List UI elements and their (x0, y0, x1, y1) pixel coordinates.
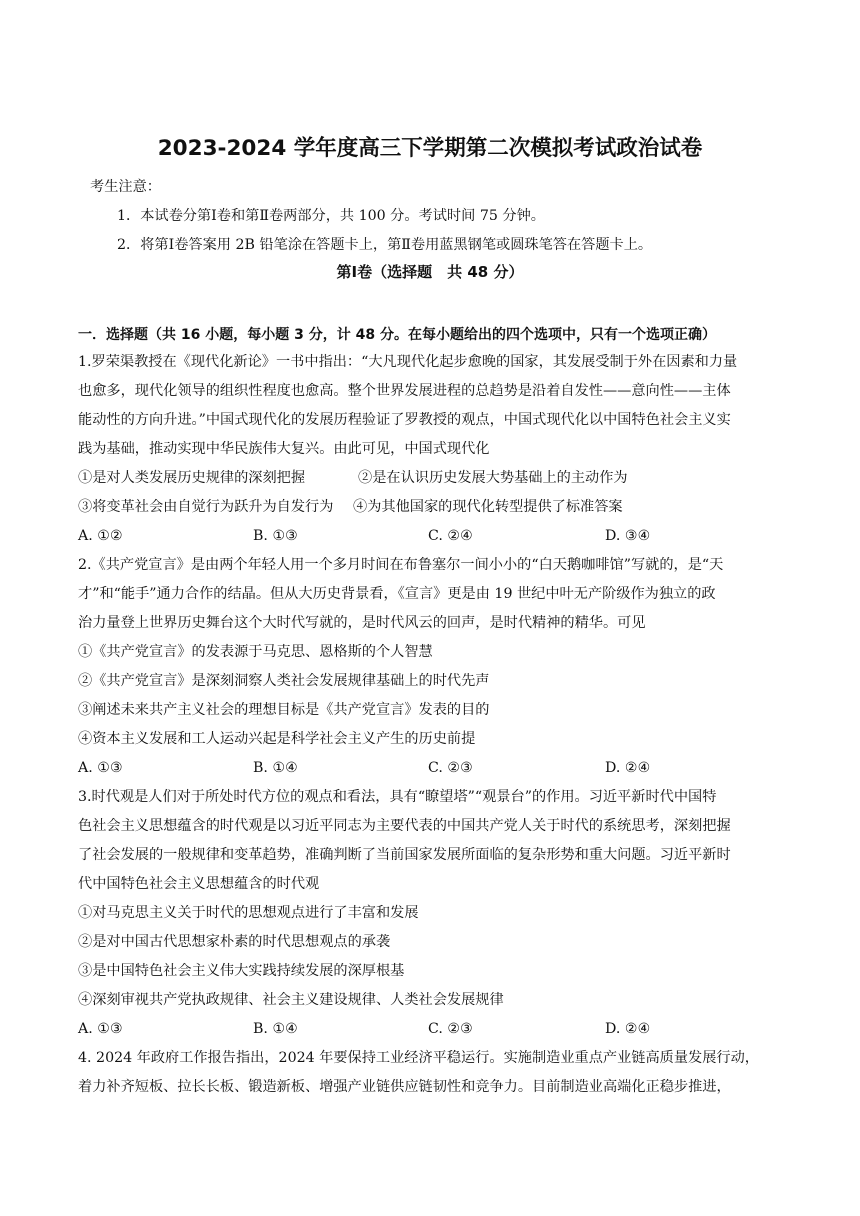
question-1-item: ③将变革社会由自觉行为跃升为自发行为 (78, 499, 334, 515)
option-b: B. ①④ (253, 760, 298, 776)
question-1-items-row (78, 468, 788, 488)
question-1-stem-line: 1.罗荣渠教授在《现代化新论》一书中指出：“大凡现代化起步愈晚的国家，其发展受制于外在因素和力量 (78, 354, 738, 370)
part-title: 一．选择题（共 16 小题，每小题 3 分，计 48 分。在每小题给出的四个选项中，只有一个选项正确） (78, 327, 716, 343)
question-3-stem-line: 3.时代观是人们对于所处时代方位的观点和看法，具有“瞭望塔”“观景台”的作用。习近平新时代中国特 (78, 789, 717, 805)
question-2-item: ①《共产党宣言》的发表源于马克思、恩格斯的个人智慧 (78, 644, 433, 660)
notice-heading: 考生注意： (90, 179, 161, 195)
question-2-options (78, 758, 788, 778)
question-2-stem-line: 2.《共产党宣言》是由两个年轻人用一个多月时间在布鲁塞尔一间小小的“白天鹅咖啡馆”写就的，是“天 (78, 557, 724, 573)
option-d: D. ③④ (605, 528, 651, 544)
question-3-stem-line: 代中国特色社会主义思想蕴含的时代观 (78, 876, 320, 892)
option-c: C. ②④ (428, 528, 473, 544)
option-a: A. ①③ (78, 760, 123, 776)
exam-title: 2023-2024 学年度高三下学期第二次模拟考试政治试卷 (157, 136, 703, 161)
question-3-item: ①对马克思主义关于时代的思想观点进行了丰富和发展 (78, 905, 419, 921)
option-a: A. ①③ (78, 1021, 123, 1037)
question-2-stem-line: 治力量登上世界历史舞台这个大时代写就的，是时代风云的回声，是时代精神的精华。可见 (78, 615, 646, 631)
question-3-stem-line: 色社会主义思想蕴含的时代观是以习近平同志为主要代表的中国共产党人关于时代的系统思考，深刻把握 (78, 818, 731, 834)
option-b: B. ①④ (253, 1021, 298, 1037)
question-1-items-row (78, 497, 788, 517)
option-d: D. ②④ (605, 1021, 651, 1037)
question-3-item: ④深刻审视共产党执政规律、社会主义建设规律、人类社会发展规律 (78, 992, 504, 1008)
option-b: B. ①③ (253, 528, 298, 544)
question-3-stem-line: 了社会发展的一般规律和变革趋势，准确判断了当前国家发展所面临的复杂形势和重大问题。习近平新时 (78, 847, 731, 863)
question-1-item: ①是对人类发展历史规律的深刻把握 (78, 470, 306, 486)
question-1-stem-line: 能动性的方向升进。”中国式现代化的发展历程验证了罗教授的观点，中国式现代化以中国特色社会主义实 (78, 412, 731, 428)
question-4-stem-line: 4. 2024 年政府工作报告指出，2024 年要保持工业经济平稳运行。实施制造业重点产业链高质量发展行动， (78, 1050, 759, 1066)
question-3-options (78, 1019, 788, 1039)
question-1-item: ④为其他国家的现代化转型提供了标准答案 (353, 499, 623, 515)
notice-item: 2．将第Ⅰ卷答案用 2B 铅笔涂在答题卡上，第Ⅱ卷用蓝黑钢笔或圆珠笔答在答题卡上。 (117, 237, 653, 253)
option-c: C. ②③ (428, 760, 473, 776)
question-4-stem-line: 着力补齐短板、拉长长板、锻造新板、增强产业链供应链韧性和竞争力。目前制造业高端化正稳步推进， (78, 1079, 731, 1095)
option-d: D. ②④ (605, 760, 651, 776)
question-3-item: ③是中国特色社会主义伟大实践持续发展的深厚根基 (78, 963, 405, 979)
option-c: C. ②③ (428, 1021, 473, 1037)
question-2-item: ③阐述未来共产主义社会的理想目标是《共产党宣言》发表的目的 (78, 702, 490, 718)
question-2-item: ④资本主义发展和工人运动兴起是科学社会主义产生的历史前提 (78, 731, 476, 747)
option-a: A. ①② (78, 528, 123, 544)
question-1-options (78, 526, 788, 546)
notice-item: 1．本试卷分第Ⅰ卷和第Ⅱ卷两部分，共 100 分。考试时间 75 分钟。 (117, 208, 545, 224)
question-1-item: ②是在认识历史发展大势基础上的主动作为 (358, 470, 628, 486)
question-2-item: ②《共产党宣言》是深刻洞察人类社会发展规律基础上的时代先声 (78, 673, 490, 689)
section-title: 第Ⅰ卷（选择题 共 48 分） (336, 263, 524, 281)
question-1-stem-line: 践为基础，推动实现中华民族伟大复兴。由此可见，中国式现代化 (78, 441, 490, 457)
question-2-stem-line: 才”和“能手”通力合作的结晶。但从大历史背景看，《宣言》更是由 19 世纪中叶无产阶级作为独立的政 (78, 586, 716, 602)
question-3-item: ②是对中国古代思想家朴素的时代思想观点的承袭 (78, 934, 391, 950)
question-1-stem-line: 也愈多，现代化领导的组织性程度也愈高。整个世界发展进程的总趋势是沿着自发性——意向性——主体 (78, 383, 731, 399)
